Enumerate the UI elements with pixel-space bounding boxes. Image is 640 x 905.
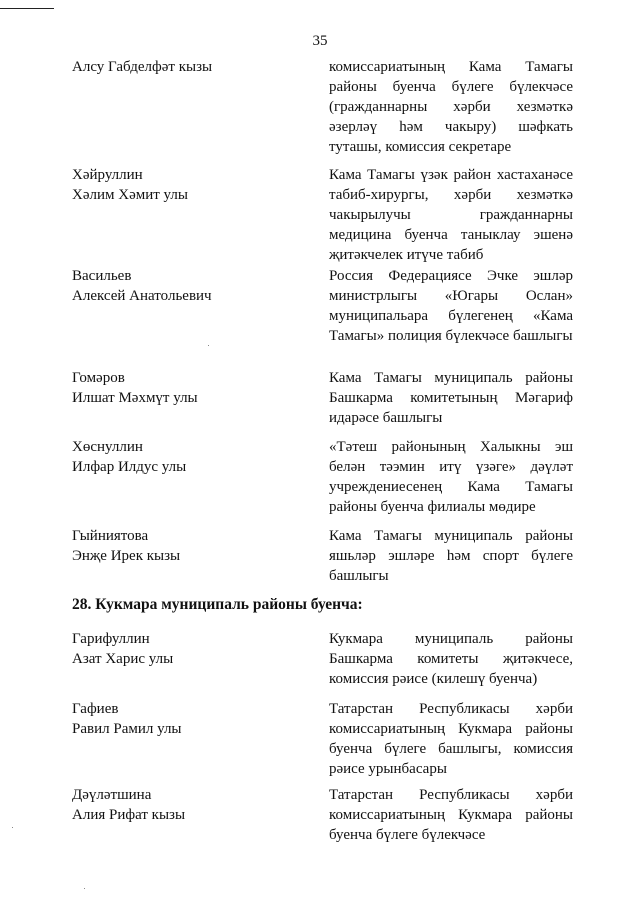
member-surname: Васильев <box>72 268 132 284</box>
member-role: «Тәтеш районының Халыкны эш белән тәэмин итү үзәге» дәүләт учреждениесенең Кама Тамагы районы буенча филиалы мөдире <box>329 439 573 515</box>
member-given-name: Энҗе Ирек кызы <box>72 548 181 564</box>
member-surname: Гафиев <box>72 701 119 717</box>
member-surname: Гарифуллин <box>72 631 150 647</box>
member-role: Татарстан Республикасы хәрби комиссариатының Кукмара районы буенча бүлеге башлыгы, комиссия рәисе урынбасары <box>329 701 573 777</box>
member-surname: Гыйниятова <box>72 528 149 544</box>
scan-speck <box>84 888 85 889</box>
member-role: комиссариатының Кама Тамагы районы буенча бүлеге бүлекчәсе (гражданнарны хәрби хезмәткә әзерләү һәм чакыру) шәфкать туташы, комиссия секретаре <box>329 59 573 155</box>
member-given-name: Илшат Мәхмүт улы <box>72 390 198 406</box>
member-given-name: Азат Харис улы <box>72 651 174 667</box>
member-role: Татарстан Республикасы хәрби комиссариатының Кукмара районы буенча бүлеге бүлекчәсе <box>329 787 573 843</box>
member-name <box>72 368 302 408</box>
member-role: Кукмара муниципаль районы Башкарма комитеты җитәкчесе, комиссия рәисе (килешү буенча) <box>329 631 573 687</box>
member-name <box>72 266 302 306</box>
scan-speck <box>12 827 13 828</box>
member-given-name: Хәлим Хәмит улы <box>72 187 188 203</box>
member-surname: Дәүләтшина <box>72 787 152 803</box>
scan-speck <box>208 345 209 346</box>
member-name <box>72 699 302 739</box>
member-role: Россия Федерациясе Эчке эшләр министрлыгы «Югары Ослан» муниципальара бүлегенең «Кама Тамагы» полиция бүлекчәсе башлыгы <box>329 268 573 344</box>
member-name <box>72 437 302 477</box>
section-heading: 28. Кукмара муниципаль районы буенча: <box>72 596 363 613</box>
member-role: Кама Тамагы муниципаль районы яшьләр эшләре һәм спорт бүлеге башлыгы <box>329 528 573 584</box>
member-name <box>72 629 302 669</box>
member-given-name: Илфар Илдус улы <box>72 459 187 475</box>
member-surname: Хөснуллин <box>72 439 143 455</box>
member-surname: Гомәров <box>72 370 125 386</box>
top-rule <box>0 8 54 9</box>
page-number: 35 <box>312 33 328 49</box>
member-name <box>72 526 302 566</box>
member-name <box>72 165 302 205</box>
member-name-line: Алсу Габделфәт кызы <box>72 59 213 75</box>
member-given-name: Алексей Анатольевич <box>72 288 212 304</box>
member-name <box>72 57 302 77</box>
member-name <box>72 785 302 825</box>
member-given-name: Равил Рамил улы <box>72 721 182 737</box>
member-given-name: Алия Рифат кызы <box>72 807 186 823</box>
member-surname: Хәйруллин <box>72 167 143 183</box>
member-role: Кама Тамагы муниципаль районы Башкарма комитетының Мәгариф идарәсе башлыгы <box>329 370 573 426</box>
member-role: Кама Тамагы үзәк район хастаханәсе табиб-хирургы, хәрби хезмәткә чакырылучы гражданнарны медицина буенча таныклау эшенә җитәкчелек итүче табиб <box>329 167 573 263</box>
